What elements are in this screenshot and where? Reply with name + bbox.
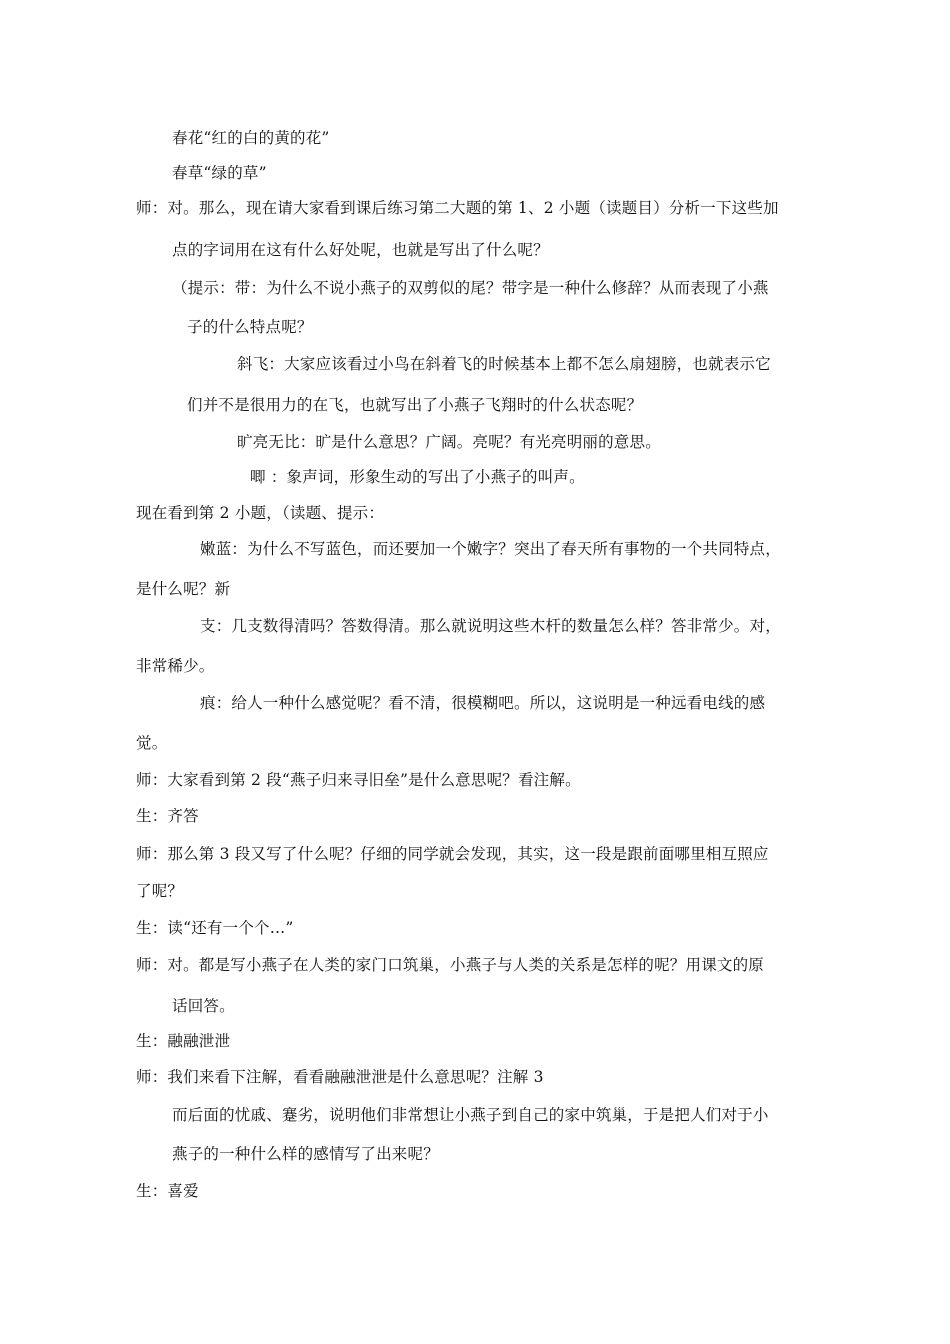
text-line: 是什么呢？新 <box>136 580 231 598</box>
text-line: 了呢？ <box>136 882 184 900</box>
text-line: 师：对。那么，现在请大家看到课后练习第二大题的第 1、2 小题（读题目）分析一下这些加 <box>136 199 779 217</box>
text-line: （提示：带：为什么不说小燕子的双剪似的尾？带字是一种什么修辞？从而表现了小燕 <box>172 279 769 297</box>
text-line: 支：几支数得清吗？答数得清。那么就说明这些木杆的数量怎么样？答非常少。对， <box>200 617 781 635</box>
text-line: 生：喜爱 <box>136 1182 199 1200</box>
text-line: 春草“绿的草” <box>172 164 267 182</box>
text-line: 们并不是很用力的在飞，也就写出了小燕子飞翔时的什么状态呢？ <box>187 396 643 414</box>
text-line: 唧 ：象声词，形象生动的写出了小燕子的叫声。 <box>250 468 585 486</box>
text-line: 师：那么第 3 段又写了什么呢？仔细的同学就会发现，其实，这一段是跟前面哪里相互照应 <box>136 845 769 863</box>
text-line: 现在看到第 2 小题，（读题、提示： <box>136 504 385 522</box>
text-line: 师：大家看到第 2 段“燕子归来寻旧垒”是什么意思呢？看注解。 <box>136 771 581 789</box>
text-line: 非常稀少。 <box>136 657 215 675</box>
text-line: 旷亮无比：旷是什么意思？广阔。亮呢？有光亮明丽的意思。 <box>237 433 661 451</box>
text-line: 生：融融泄泄 <box>136 1032 231 1050</box>
text-line: 话回答。 <box>172 997 235 1015</box>
text-line: 春花“红的白的黄的花” <box>172 129 330 147</box>
text-line: 师：我们来看下注解，看看融融泄泄是什么意思呢？注解 3 <box>136 1068 544 1086</box>
text-line: 生：读“还有一个个…” <box>136 919 294 937</box>
text-line: 斜飞：大家应该看过小鸟在斜着飞的时候基本上都不怎么扇翅膀，也就表示它 <box>237 355 771 373</box>
text-line: 痕：给人一种什么感觉呢？看不清，很模糊吧。所以，这说明是一种远看电线的感 <box>200 694 766 712</box>
text-line: 觉。 <box>136 734 168 752</box>
text-line: 师：对。都是写小燕子在人类的家门口筑巢，小燕子与人类的关系是怎样的呢？用课文的原 <box>136 956 765 974</box>
text-line: 嫩蓝：为什么不写蓝色，而还要加一个嫩字？突出了春天所有事物的一个共同特点， <box>200 540 781 558</box>
text-line: 子的什么特点呢？ <box>187 318 313 336</box>
text-line: 燕子的一种什么样的感情写了出来呢？ <box>172 1145 439 1163</box>
text-line: 点的字词用在这有什么好处呢，也就是写出了什么呢？ <box>172 241 549 259</box>
text-line: 生：齐答 <box>136 807 199 825</box>
text-line: 而后面的忧戚、蹇劣，说明他们非常想让小燕子到自己的家中筑巢，于是把人们对于小 <box>172 1106 769 1124</box>
